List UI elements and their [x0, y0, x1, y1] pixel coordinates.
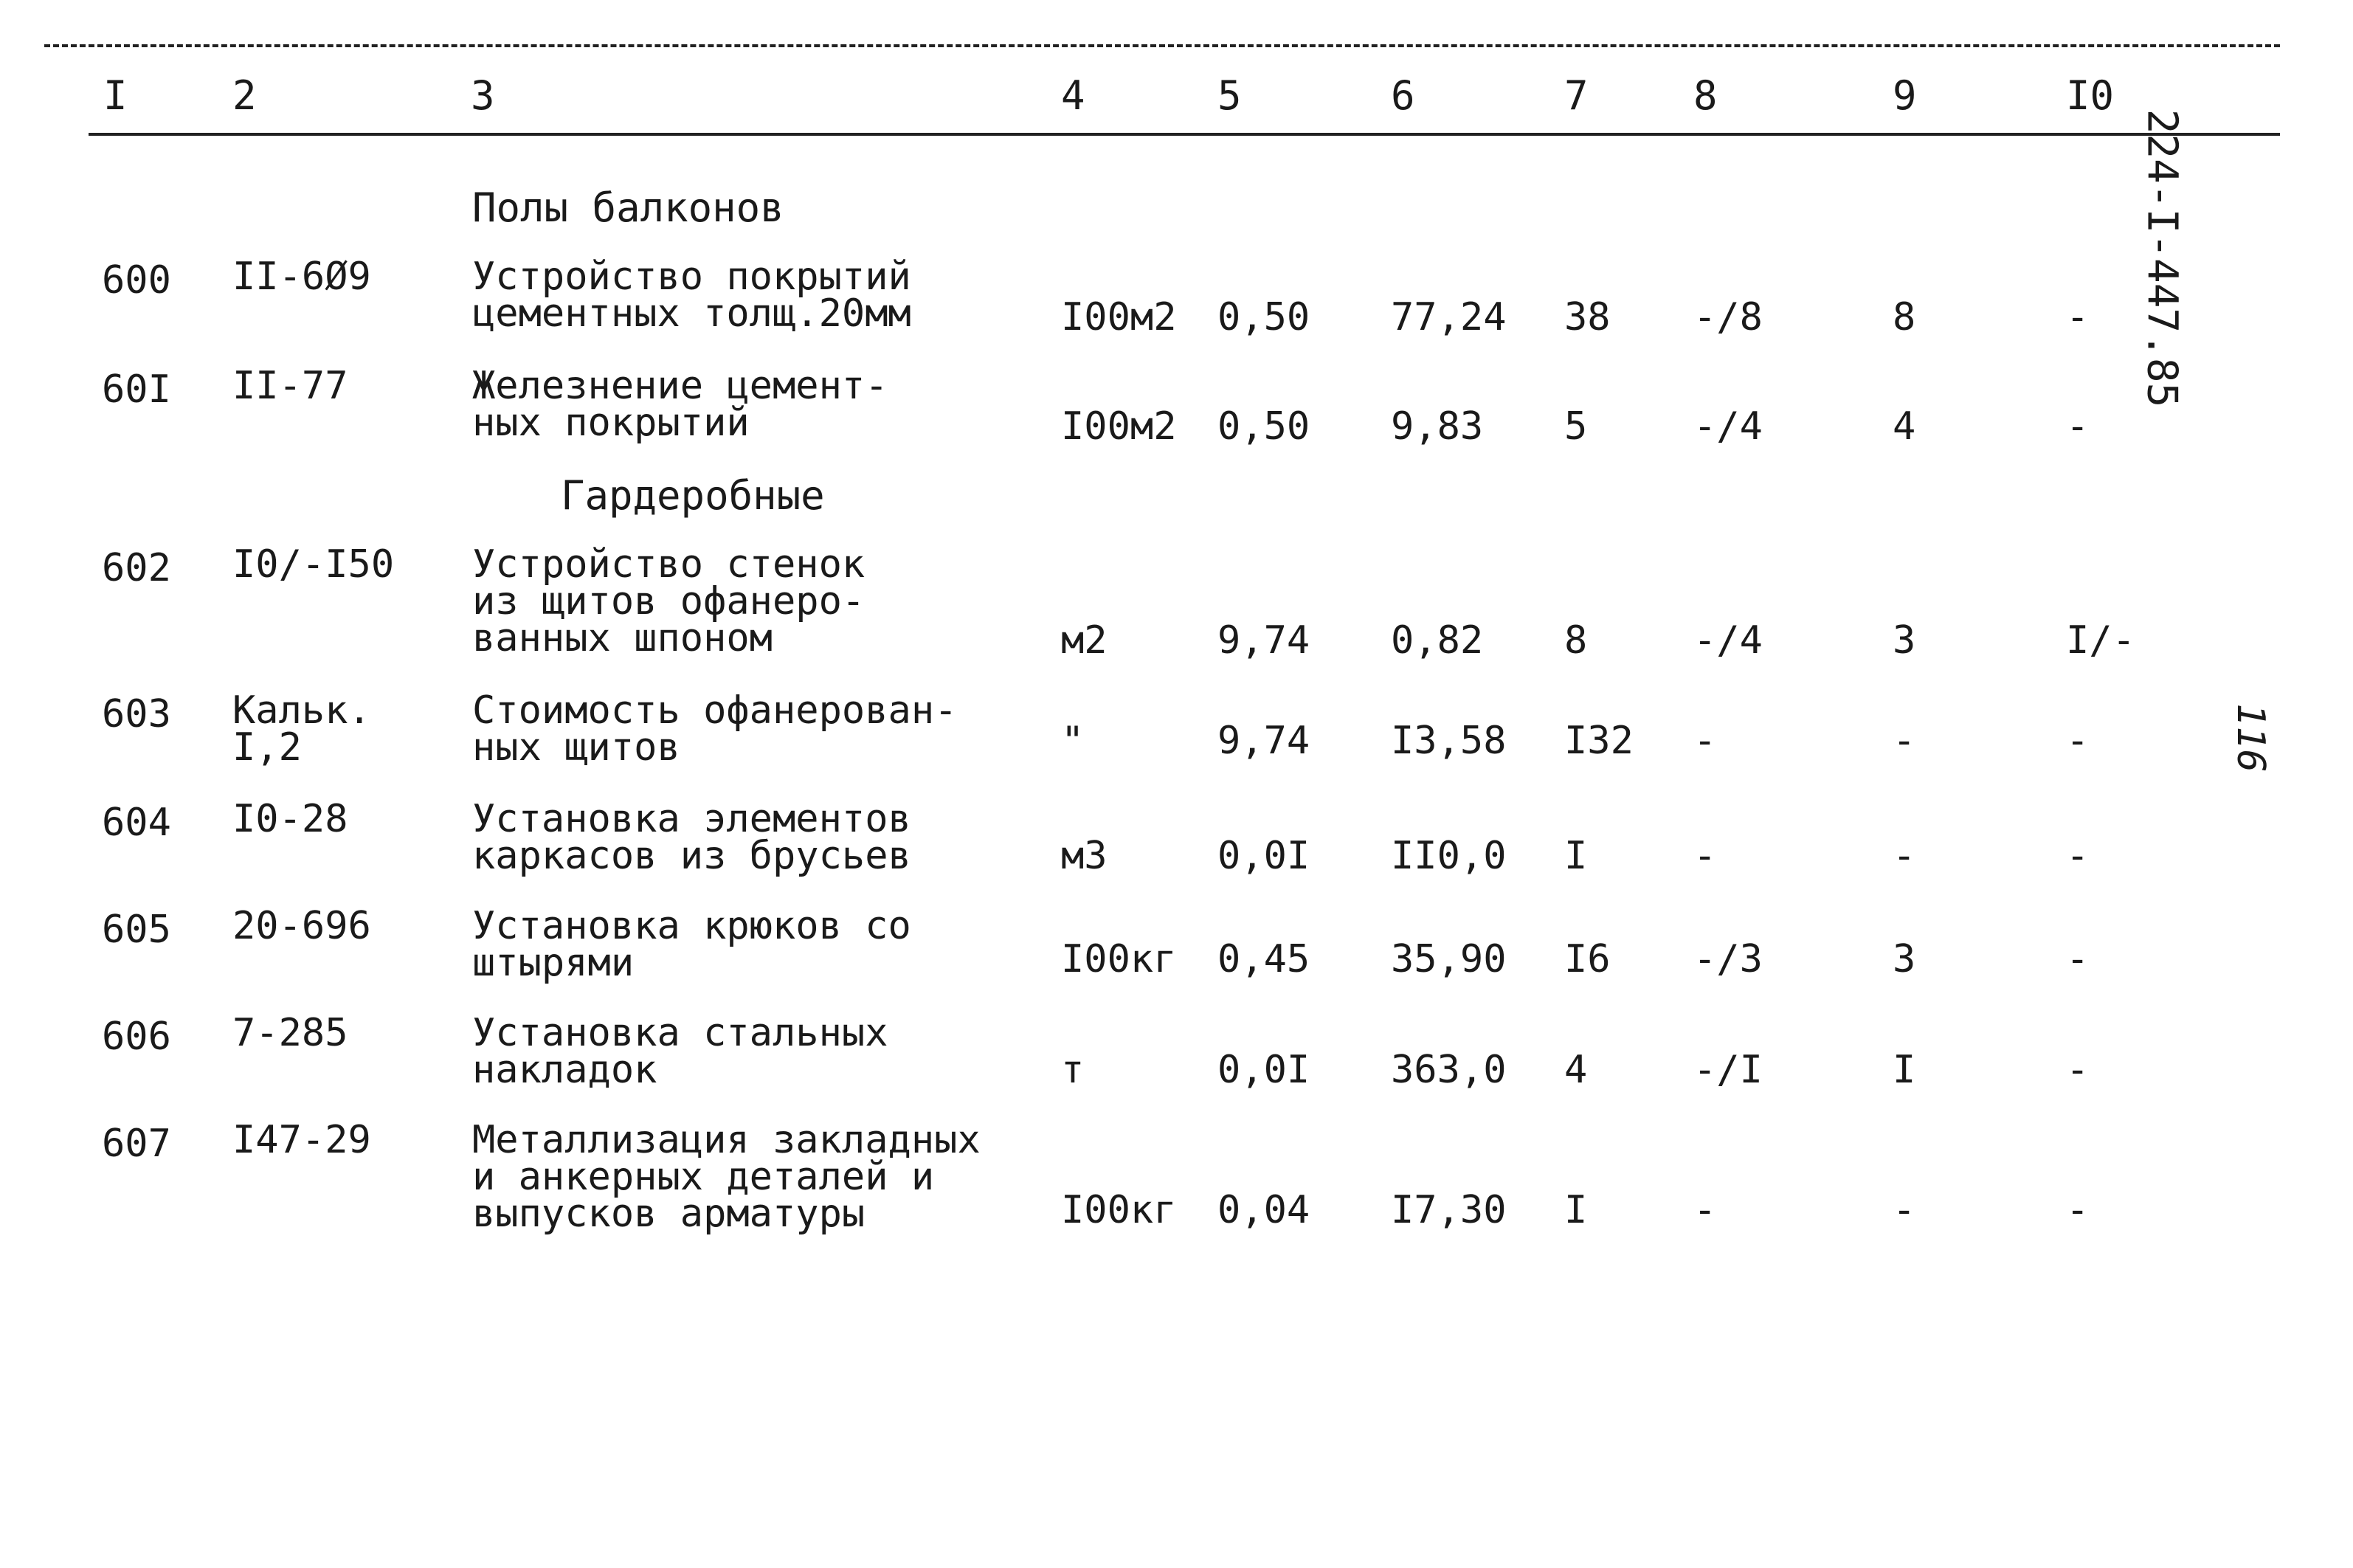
col-10-value: -	[2066, 1188, 2090, 1232]
col-7-value: I6	[1564, 937, 1611, 981]
norm-code: 7-285	[232, 1011, 348, 1055]
row-number: 600	[102, 258, 171, 303]
header-col-3: 3	[471, 72, 495, 119]
unit: м3	[1061, 834, 1108, 878]
table-row	[0, 542, 2214, 663]
col-8-value: -	[1693, 834, 1717, 878]
row-number: 605	[102, 908, 171, 952]
quantity: 9,74	[1217, 618, 1310, 663]
col-7-value: 38	[1564, 295, 1611, 339]
col-10-value: -	[2066, 295, 2090, 339]
col-8-value: -/I	[1693, 1048, 1763, 1092]
unit-price: 9,83	[1391, 404, 1484, 449]
row-number: 604	[102, 801, 171, 845]
unit-price: 363,0	[1391, 1048, 1507, 1092]
col-7-value: I	[1564, 834, 1588, 878]
unit: I00м2	[1061, 295, 1177, 339]
quantity: 0,04	[1217, 1188, 1310, 1232]
col-10-value: -	[2066, 834, 2090, 878]
unit: I00кг	[1061, 1188, 1177, 1232]
table-row	[0, 255, 2214, 339]
norm-code: I0-28	[232, 797, 348, 841]
header-col-7: 7	[1564, 72, 1589, 119]
work-description: Установка крюков со штырями	[472, 904, 911, 985]
col-9-value: -	[1893, 834, 1916, 878]
col-8-value: -	[1693, 1188, 1717, 1232]
quantity: 9,74	[1217, 719, 1310, 763]
unit-price: I3,58	[1391, 719, 1507, 763]
col-10-value: -	[2066, 937, 2090, 981]
work-description: Устройство покрытий цементных толщ.20мм	[472, 255, 911, 336]
header-col-10: I0	[2066, 72, 2115, 119]
norm-code: Кальк. I,2	[232, 688, 371, 770]
header-rule	[89, 133, 2280, 136]
col-10-value: I/-	[2066, 618, 2135, 663]
col-8-value: -/4	[1693, 618, 1763, 663]
section-title: Гардеробные	[561, 472, 825, 519]
table-row	[0, 1011, 2214, 1092]
page-code: 224-I-447.85	[2138, 108, 2186, 408]
col-7-value: I	[1564, 1188, 1588, 1232]
work-description: Металлизация закладных и анкерных деталей и выпусков арматуры	[472, 1118, 981, 1236]
col-10-value: -	[2066, 404, 2090, 449]
col-8-value: -/4	[1693, 404, 1763, 449]
unit: I00кг	[1061, 937, 1177, 981]
header-col-1: I	[103, 72, 128, 119]
norm-code: I0/-I50	[232, 542, 395, 587]
header-col-9: 9	[1893, 72, 1917, 119]
row-number: 603	[102, 692, 171, 736]
quantity: 0,0I	[1217, 834, 1310, 878]
col-7-value: I32	[1564, 719, 1634, 763]
header-col-6: 6	[1391, 72, 1415, 119]
unit: I00м2	[1061, 404, 1177, 449]
table-row	[0, 904, 2214, 985]
col-8-value: -	[1693, 719, 1717, 763]
header-col-2: 2	[232, 72, 257, 119]
section-title: Полы балконов	[472, 184, 784, 231]
norm-code: II-6Ø9	[232, 255, 371, 299]
col-9-value: -	[1893, 719, 1916, 763]
col-9-value: 3	[1893, 937, 1916, 981]
norm-code: II-77	[232, 364, 348, 408]
norm-code: I47-29	[232, 1118, 371, 1162]
unit-price: 77,24	[1391, 295, 1507, 339]
row-number: 607	[102, 1122, 171, 1166]
col-8-value: -/3	[1693, 937, 1763, 981]
row-number: 60I	[102, 367, 171, 412]
col-9-value: -	[1893, 1188, 1916, 1232]
col-9-value: I	[1893, 1048, 1916, 1092]
page-mark: 116	[2228, 703, 2273, 773]
unit: т	[1061, 1048, 1085, 1092]
unit-price: I7,30	[1391, 1188, 1507, 1232]
col-9-value: 4	[1893, 404, 1916, 449]
col-10-value: -	[2066, 1048, 2090, 1092]
norm-code: 20-696	[232, 904, 371, 948]
row-number: 606	[102, 1015, 171, 1059]
work-description: Установка стальных накладок	[472, 1011, 888, 1092]
work-description: Устройство стенок из щитов офанеро- ванных шпоном	[472, 542, 865, 660]
table-row	[0, 688, 2214, 770]
work-description: Установка элементов каркасов из брусьев	[472, 797, 911, 878]
col-7-value: 5	[1564, 404, 1588, 449]
unit-price: 35,90	[1391, 937, 1507, 981]
col-8-value: -/8	[1693, 295, 1763, 339]
top-rule	[44, 44, 2280, 47]
col-7-value: 8	[1564, 618, 1588, 663]
col-7-value: 4	[1564, 1048, 1588, 1092]
unit: м2	[1061, 618, 1108, 663]
work-description: Стоимость офанерован- ных щитов	[472, 688, 958, 770]
header-col-8: 8	[1693, 72, 1718, 119]
header-col-4: 4	[1061, 72, 1085, 119]
quantity: 0,0I	[1217, 1048, 1310, 1092]
col-9-value: 3	[1893, 618, 1916, 663]
work-description: Железнение цемент- ных покрытий	[472, 364, 888, 445]
col-10-value: -	[2066, 719, 2090, 763]
table-row	[0, 1118, 2214, 1236]
table-row	[0, 364, 2214, 449]
unit-price: 0,82	[1391, 618, 1484, 663]
col-9-value: 8	[1893, 295, 1916, 339]
header-col-5: 5	[1217, 72, 1242, 119]
quantity: 0,45	[1217, 937, 1310, 981]
unit-price: II0,0	[1391, 834, 1507, 878]
quantity: 0,50	[1217, 404, 1310, 449]
table-row	[0, 797, 2214, 878]
quantity: 0,50	[1217, 295, 1310, 339]
unit: "	[1061, 719, 1085, 763]
row-number: 602	[102, 546, 171, 590]
